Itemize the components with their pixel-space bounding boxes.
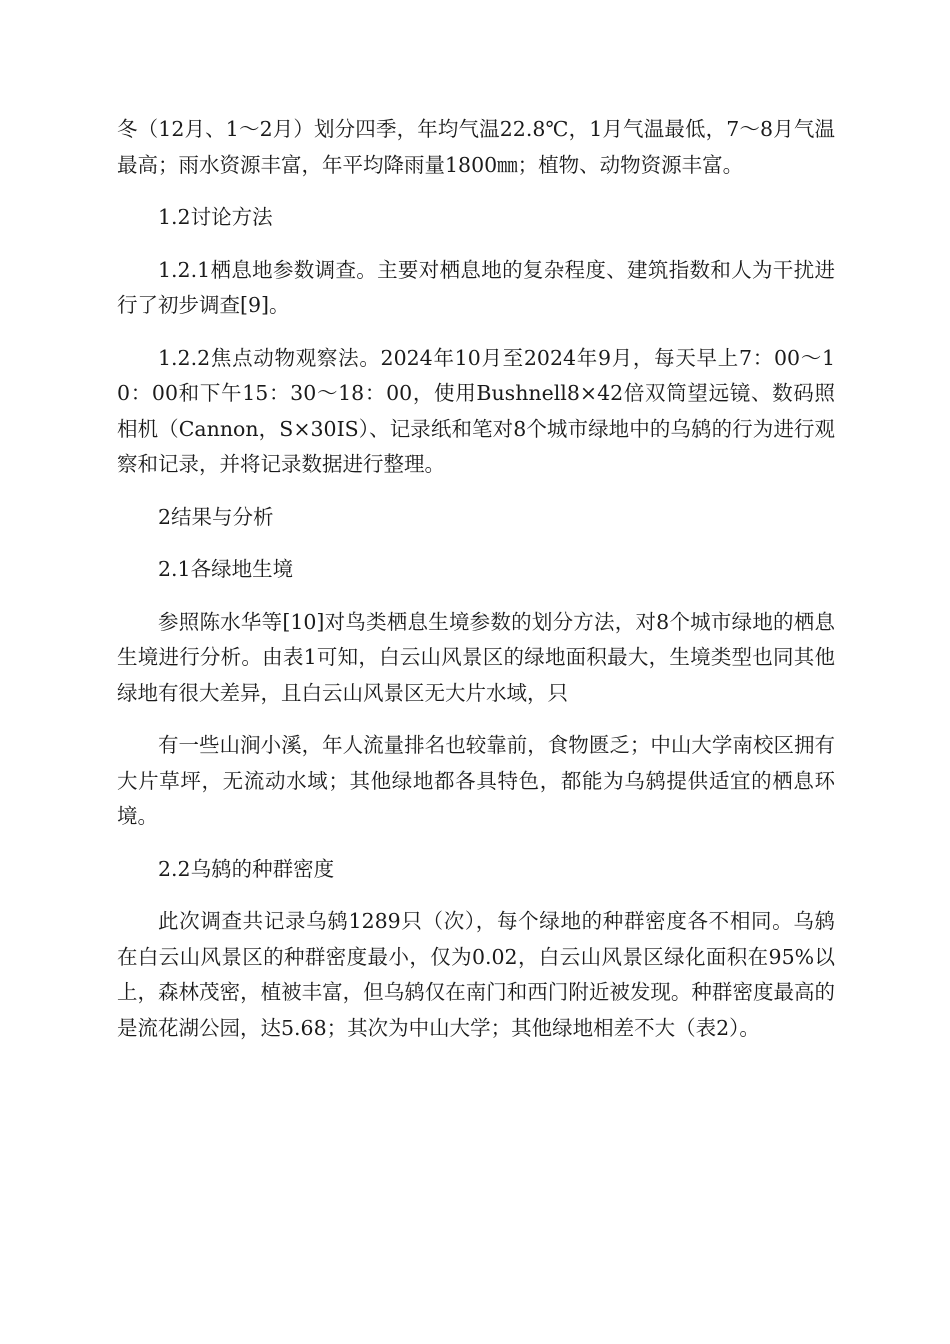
heading-methods: 1.2讨论方法	[158, 205, 273, 229]
paragraph-habitat-analysis: 参照陈水华等[10]对鸟类栖息生境参数的划分方法，对8个城市绿地的栖息生境进行分析。由表1可知，白云山风景区的绿地面积最大，生境类型也同其他绿地有很大差异，且白云山风景区无大片水域，只	[117, 609, 835, 705]
heading-population-density: 2.2乌鸫的种群密度	[158, 856, 335, 881]
document-body	[117, 112, 835, 1063]
paragraph-climate: 冬（12月、1～2月）划分四季，年均气温22.8℃，1月气温最低，7～8月气温最高；雨水资源丰富，年平均降雨量1800㎜；植物、动物资源丰富。	[117, 117, 835, 177]
paragraph-habitat-continued: 有一些山涧小溪，年人流量排名也较靠前，食物匮乏；中山大学南校区拥有大片草坪，无流动水域；其他绿地都各具特色，都能为乌鸫提供适宜的栖息环境。	[117, 733, 835, 828]
paragraph-focal-observation: 1.2.2焦点动物观察法。2024年10月至2024年9月，每天早上7：00～10：00和下午15：30～18：00，使用Bushnell8×42倍双筒望远镜、数码照相机（Cannon，S×30IS）、记录纸和笔对8个城市绿地中的乌鸫的行为进行观察和记录，并将记录数据进行整理。	[117, 345, 835, 476]
paragraph-habitat-survey: 1.2.1栖息地参数调查。主要对栖息地的复杂程度、建筑指数和人为干扰进行了初步调查[9]。	[117, 257, 835, 317]
heading-results: 2结果与分析	[158, 504, 274, 529]
paragraph-population-density: 此次调查共记录乌鸫1289只（次），每个绿地的种群密度各不相同。乌鸫在白云山风景区的种群密度最小，仅为0.02，白云山风景区绿化面积在95%以上，森林茂密，植被丰富，但乌鸫仅在南门和西门附近被发现。种群密度最高的是流花湖公园，达5.68；其次为中山大学；其他绿地相差不大（表2）。	[117, 909, 835, 1040]
heading-greenland-habitat: 2.1各绿地生境	[158, 557, 294, 581]
